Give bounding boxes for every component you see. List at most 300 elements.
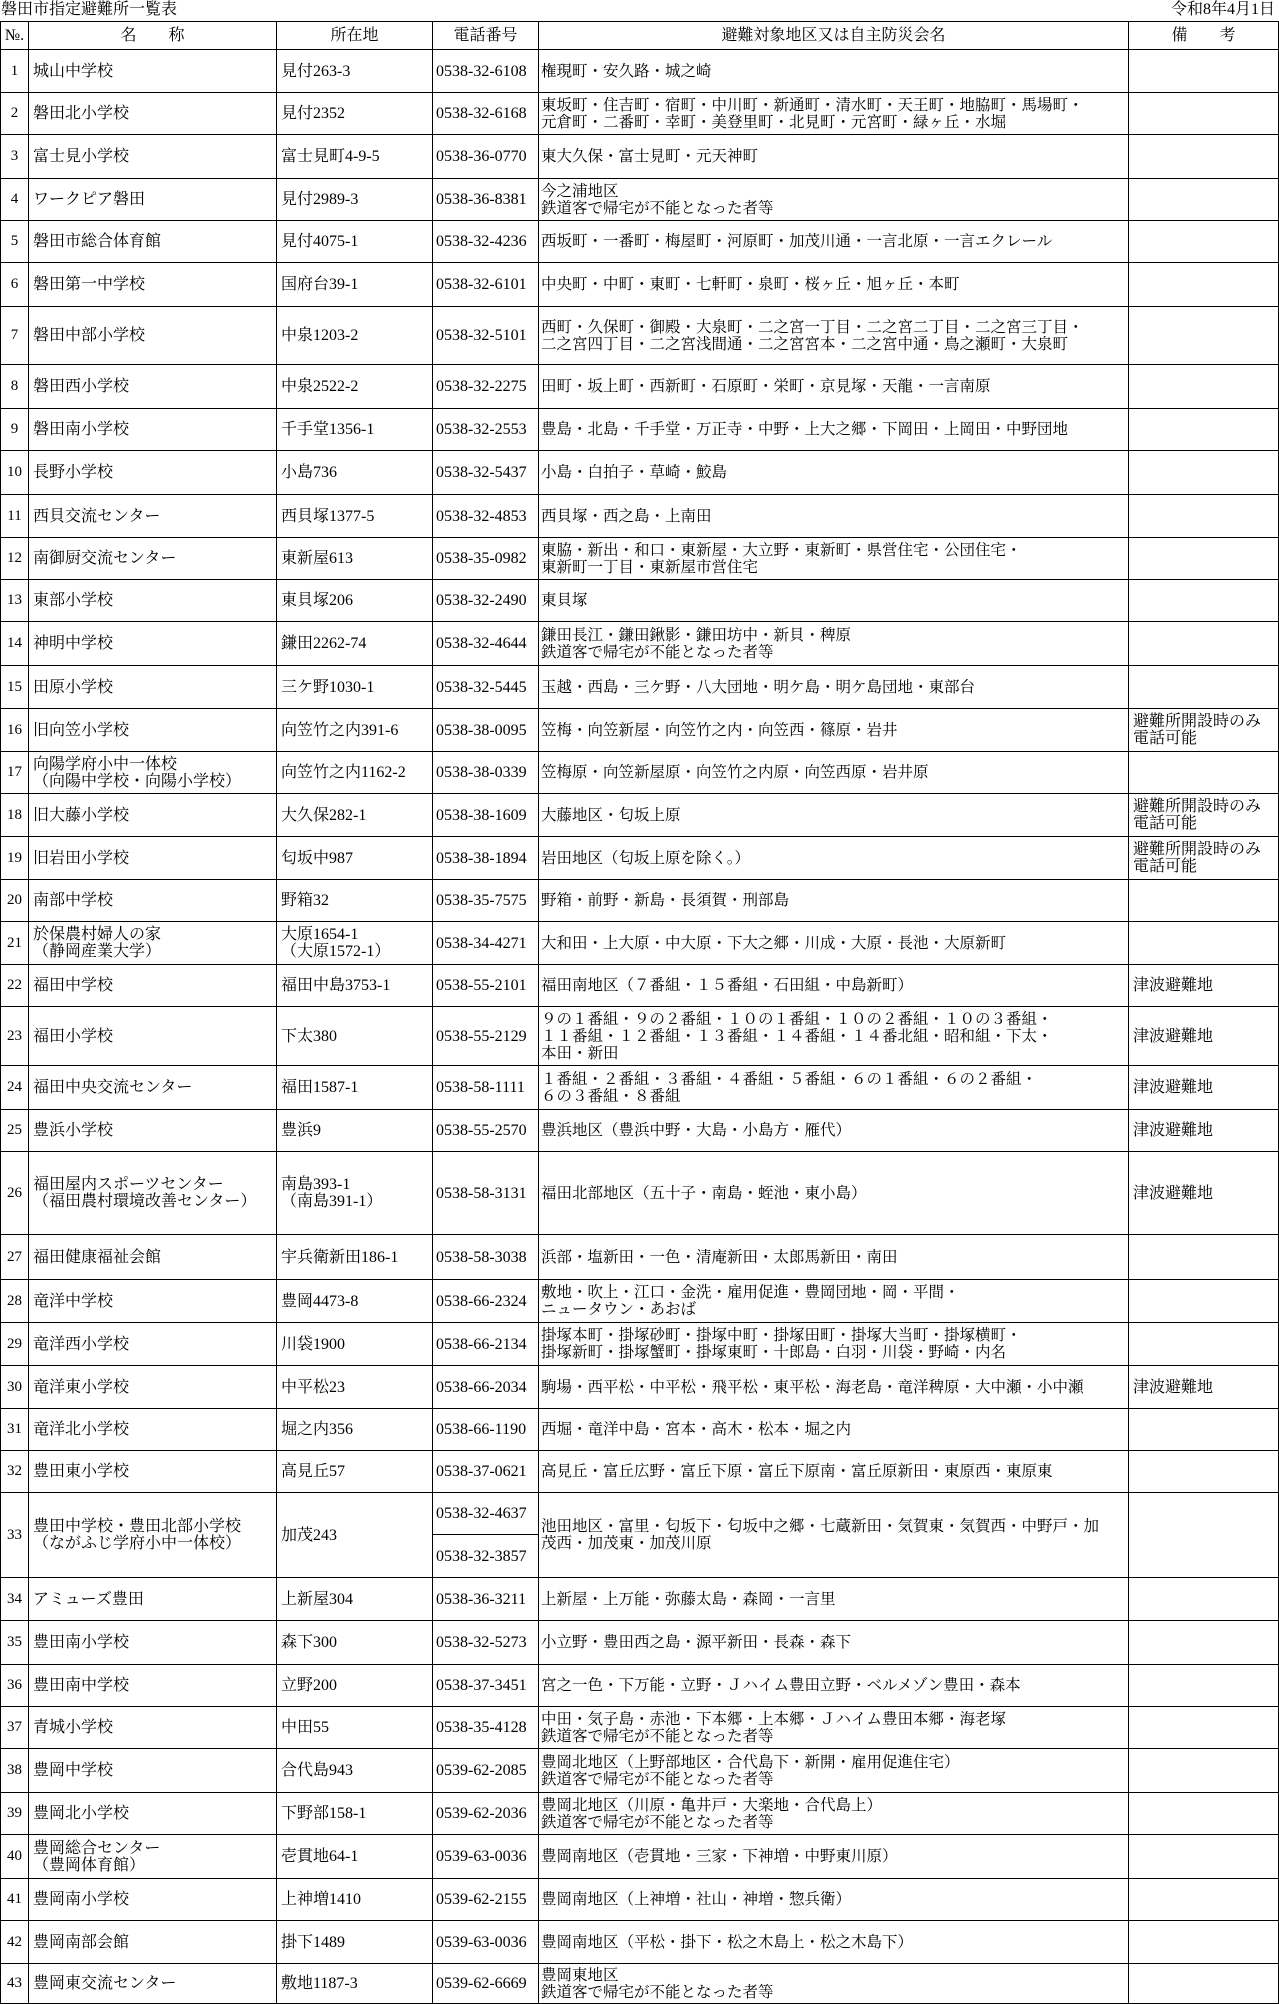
shelter-name: 磐田第一中学校 bbox=[29, 263, 277, 307]
shelter-phone: 0538-32-5273 bbox=[433, 1621, 539, 1665]
row-number: 4 bbox=[1, 179, 29, 221]
shelter-phone: 0538-55-2101 bbox=[433, 965, 539, 1007]
shelter-area: 野箱・前野・新島・長須賀・刑部島 bbox=[539, 880, 1129, 922]
shelter-note bbox=[1129, 1451, 1279, 1493]
shelter-address: 三ケ野1030-1 bbox=[277, 666, 433, 709]
shelter-note bbox=[1129, 622, 1279, 666]
shelter-address: 上新屋304 bbox=[277, 1578, 433, 1621]
shelter-address: 森下300 bbox=[277, 1621, 433, 1665]
table-row bbox=[1, 1707, 1279, 1749]
shelter-table-body bbox=[1, 50, 1279, 2004]
shelter-phone: 0539-62-6669 bbox=[433, 1964, 539, 2004]
shelter-note bbox=[1129, 1578, 1279, 1621]
shelter-address: 加茂243 bbox=[277, 1493, 433, 1578]
shelter-phone: 0538-35-0982 bbox=[433, 538, 539, 580]
row-number: 16 bbox=[1, 709, 29, 752]
row-number: 10 bbox=[1, 451, 29, 495]
shelter-address: 向笠竹之内391-6 bbox=[277, 709, 433, 752]
table-row bbox=[1, 965, 1279, 1007]
shelter-name: 磐田市総合体育館 bbox=[29, 221, 277, 263]
shelter-address: 見付4075-1 bbox=[277, 221, 433, 263]
shelter-area: 岩田地区（匂坂上原を除く。） bbox=[539, 837, 1129, 880]
shelter-note bbox=[1129, 409, 1279, 451]
shelter-address: 立野200 bbox=[277, 1665, 433, 1707]
table-row bbox=[1, 922, 1279, 965]
table-row bbox=[1, 1007, 1279, 1066]
shelter-area: 東大久保・富士見町・元天神町 bbox=[539, 135, 1129, 179]
shelter-address: 中田55 bbox=[277, 1707, 433, 1749]
shelter-name: 豊岡中学校 bbox=[29, 1749, 277, 1793]
shelter-name: 南御厨交流センター bbox=[29, 538, 277, 580]
shelter-note: 津波避難地 bbox=[1129, 1066, 1279, 1110]
shelter-address: 堀之内356 bbox=[277, 1409, 433, 1451]
shelter-area: 豊岡南地区（上神増・社山・神増・惣兵衛） bbox=[539, 1879, 1129, 1921]
shelter-note: 津波避難地 bbox=[1129, 1007, 1279, 1066]
document-date: 令和8年4月1日 bbox=[1170, 1, 1275, 18]
shelter-name: 豊岡南部会館 bbox=[29, 1921, 277, 1964]
shelter-area: 小島・白拍子・草崎・鮫島 bbox=[539, 451, 1129, 495]
shelter-name: 福田中学校 bbox=[29, 965, 277, 1007]
shelter-phone: 0538-36-3211 bbox=[433, 1578, 539, 1621]
table-row bbox=[1, 93, 1279, 135]
table-row bbox=[1, 495, 1279, 538]
shelter-address: 高見丘57 bbox=[277, 1451, 433, 1493]
table-row bbox=[1, 135, 1279, 179]
shelter-address: 宇兵衛新田186-1 bbox=[277, 1235, 433, 1280]
shelter-area: 東貝塚 bbox=[539, 580, 1129, 622]
row-number: 39 bbox=[1, 1793, 29, 1835]
table-row bbox=[1, 1793, 1279, 1835]
shelter-area: 笠梅・向笠新屋・向笠竹之内・向笠西・篠原・岩井 bbox=[539, 709, 1129, 752]
row-number: 42 bbox=[1, 1921, 29, 1964]
shelter-phone: 0539-62-2036 bbox=[433, 1793, 539, 1835]
shelter-note bbox=[1129, 538, 1279, 580]
shelter-note bbox=[1129, 1879, 1279, 1921]
shelter-name: 磐田西小学校 bbox=[29, 365, 277, 409]
shelter-name: 福田健康福祉会館 bbox=[29, 1235, 277, 1280]
row-number: 20 bbox=[1, 880, 29, 922]
row-number: 34 bbox=[1, 1578, 29, 1621]
shelter-area: 中田・気子島・赤池・下本郷・上本郷・Ｊハイム豊田本郷・海老塚 鉄道客で帰宅が不能となった者等 bbox=[539, 1707, 1129, 1749]
table-row bbox=[1, 1409, 1279, 1451]
shelter-address: 福田1587-1 bbox=[277, 1066, 433, 1110]
shelter-address: 中泉1203-2 bbox=[277, 307, 433, 365]
shelter-area: 今之浦地区 鉄道客で帰宅が不能となった者等 bbox=[539, 179, 1129, 221]
row-number: 12 bbox=[1, 538, 29, 580]
table-row bbox=[1, 451, 1279, 495]
row-number: 9 bbox=[1, 409, 29, 451]
row-number: 22 bbox=[1, 965, 29, 1007]
shelter-address: 見付2352 bbox=[277, 93, 433, 135]
shelter-area: ９の１番組・９の２番組・１０の１番組・１０の２番組・１０の３番組・ １１番組・１２番組・１３番組・１４番組・１４番北組・昭和組・下太・ 本田・新田 bbox=[539, 1007, 1129, 1066]
shelter-note: 避難所開設時のみ 電話可能 bbox=[1129, 709, 1279, 752]
shelter-area: 池田地区・富里・匂坂下・匂坂中之郷・七蔵新田・気賀東・気賀西・中野戸・加 茂西・加茂東・加茂川原 bbox=[539, 1493, 1129, 1578]
shelter-phone: 0538-66-2134 bbox=[433, 1323, 539, 1366]
shelter-area: 豊浜地区（豊浜中野・大島・小島方・雁代） bbox=[539, 1110, 1129, 1152]
table-row bbox=[1, 1749, 1279, 1793]
shelter-name: 豊岡北小学校 bbox=[29, 1793, 277, 1835]
shelter-phone: 0538-32-5445 bbox=[433, 666, 539, 709]
shelter-phone: 0538-58-3131 bbox=[433, 1152, 539, 1235]
table-row bbox=[1, 1110, 1279, 1152]
column-header-note: 備 考 bbox=[1129, 22, 1279, 50]
table-row bbox=[1, 1451, 1279, 1493]
shelter-phone: 0538-32-5101 bbox=[433, 307, 539, 365]
shelter-phone: 0538-32-6108 bbox=[433, 50, 539, 93]
shelter-phone: 0539-63-0036 bbox=[433, 1835, 539, 1879]
row-number: 1 bbox=[1, 50, 29, 93]
row-number: 32 bbox=[1, 1451, 29, 1493]
shelter-area: 掛塚本町・掛塚砂町・掛塚中町・掛塚田町・掛塚大当町・掛塚横町・ 掛塚新町・掛塚蟹町・掛塚東町・十郎島・白羽・川袋・野崎・内名 bbox=[539, 1323, 1129, 1366]
shelter-note bbox=[1129, 1707, 1279, 1749]
shelter-address: 豊岡4473-8 bbox=[277, 1280, 433, 1323]
shelter-name: 西貝交流センター bbox=[29, 495, 277, 538]
shelter-phone: 0538-37-3451 bbox=[433, 1665, 539, 1707]
shelter-note bbox=[1129, 1621, 1279, 1665]
row-number: 28 bbox=[1, 1280, 29, 1323]
shelter-name: 旧向笠小学校 bbox=[29, 709, 277, 752]
shelter-area: 中央町・中町・東町・七軒町・泉町・桜ヶ丘・旭ヶ丘・本町 bbox=[539, 263, 1129, 307]
row-number: 18 bbox=[1, 794, 29, 837]
shelter-phone: 0538-32-2275 bbox=[433, 365, 539, 409]
shelter-phone: 0538-38-0095 bbox=[433, 709, 539, 752]
table-row bbox=[1, 307, 1279, 365]
shelter-address: 福田中島3753-1 bbox=[277, 965, 433, 1007]
shelter-area: 高見丘・富丘広野・富丘下原・富丘下原南・富丘原新田・東原西・東原東 bbox=[539, 1451, 1129, 1493]
table-row bbox=[1, 709, 1279, 752]
shelter-note bbox=[1129, 580, 1279, 622]
shelter-name: ワークピア磐田 bbox=[29, 179, 277, 221]
row-number: 3 bbox=[1, 135, 29, 179]
shelter-name: 豊田南中学校 bbox=[29, 1665, 277, 1707]
shelter-name: 旧岩田小学校 bbox=[29, 837, 277, 880]
shelter-area: 敷地・吹上・江口・金洗・雇用促進・豊岡団地・岡・平間・ ニュータウン・あおば bbox=[539, 1280, 1129, 1323]
table-row bbox=[1, 1665, 1279, 1707]
shelter-note bbox=[1129, 1235, 1279, 1280]
shelter-phone: 0538-32-2490 bbox=[433, 580, 539, 622]
shelter-table-header bbox=[1, 22, 1279, 50]
shelter-area: 権現町・安久路・城之崎 bbox=[539, 50, 1129, 93]
table-row bbox=[1, 1879, 1279, 1921]
shelter-name: 豊浜小学校 bbox=[29, 1110, 277, 1152]
shelter-area: 玉越・西島・三ケ野・八大団地・明ケ島・明ケ島団地・東部台 bbox=[539, 666, 1129, 709]
column-header-name: 名 称 bbox=[29, 22, 277, 50]
table-row bbox=[1, 880, 1279, 922]
header-row bbox=[1, 22, 1279, 50]
shelter-area: 豊岡東地区 鉄道客で帰宅が不能となった者等 bbox=[539, 1964, 1129, 2004]
row-number: 2 bbox=[1, 93, 29, 135]
table-row bbox=[1, 1964, 1279, 2004]
shelter-note bbox=[1129, 263, 1279, 307]
shelter-address: 富士見町4-9-5 bbox=[277, 135, 433, 179]
row-number: 7 bbox=[1, 307, 29, 365]
shelter-area: １番組・２番組・３番組・４番組・５番組・６の１番組・６の２番組・ ６の３番組・８番組 bbox=[539, 1066, 1129, 1110]
table-row bbox=[1, 221, 1279, 263]
shelter-address: 壱貫地64-1 bbox=[277, 1835, 433, 1879]
shelter-address: 南島393-1 （南島391-1） bbox=[277, 1152, 433, 1235]
row-number: 8 bbox=[1, 365, 29, 409]
shelter-name: 田原小学校 bbox=[29, 666, 277, 709]
shelter-address: 合代島943 bbox=[277, 1749, 433, 1793]
table-row bbox=[1, 538, 1279, 580]
shelter-address: 野箱32 bbox=[277, 880, 433, 922]
shelter-table bbox=[0, 21, 1279, 2004]
row-number: 41 bbox=[1, 1879, 29, 1921]
shelter-note bbox=[1129, 135, 1279, 179]
shelter-note bbox=[1129, 307, 1279, 365]
shelter-note: 津波避難地 bbox=[1129, 965, 1279, 1007]
row-number: 38 bbox=[1, 1749, 29, 1793]
row-number: 17 bbox=[1, 752, 29, 794]
row-number: 5 bbox=[1, 221, 29, 263]
shelter-note: 津波避難地 bbox=[1129, 1366, 1279, 1409]
shelter-phone: 0539-63-0036 bbox=[433, 1921, 539, 1964]
shelter-note bbox=[1129, 50, 1279, 93]
table-row bbox=[1, 1152, 1279, 1235]
shelter-phone: 0538-37-0621 bbox=[433, 1451, 539, 1493]
table-row bbox=[1, 580, 1279, 622]
shelter-phone: 0538-32-6101 bbox=[433, 263, 539, 307]
shelter-address: 豊浜9 bbox=[277, 1110, 433, 1152]
shelter-note bbox=[1129, 1964, 1279, 2004]
row-number: 21 bbox=[1, 922, 29, 965]
shelter-phone: 0538-34-4271 bbox=[433, 922, 539, 965]
shelter-note bbox=[1129, 179, 1279, 221]
column-header-no: №. bbox=[1, 22, 29, 50]
shelter-address: 小島736 bbox=[277, 451, 433, 495]
column-header-address: 所在地 bbox=[277, 22, 433, 50]
table-row bbox=[1, 179, 1279, 221]
shelter-phone: 0538-58-3038 bbox=[433, 1235, 539, 1280]
shelter-phone: 0538-32-5437 bbox=[433, 451, 539, 495]
shelter-name: 旧大藤小学校 bbox=[29, 794, 277, 837]
shelter-phone: 0538-32-4236 bbox=[433, 221, 539, 263]
shelter-address: 敷地1187-3 bbox=[277, 1964, 433, 2004]
shelter-note: 避難所開設時のみ 電話可能 bbox=[1129, 837, 1279, 880]
table-row bbox=[1, 837, 1279, 880]
table-row bbox=[1, 1280, 1279, 1323]
table-row bbox=[1, 365, 1279, 409]
shelter-area: 浜部・塩新田・一色・清庵新田・太郎馬新田・南田 bbox=[539, 1235, 1129, 1280]
row-number: 23 bbox=[1, 1007, 29, 1066]
row-number: 26 bbox=[1, 1152, 29, 1235]
shelter-name: 向陽学府小中一体校 （向陽中学校・向陽小学校） bbox=[29, 752, 277, 794]
shelter-address: 上神増1410 bbox=[277, 1879, 433, 1921]
shelter-address: 東新屋613 bbox=[277, 538, 433, 580]
shelter-area: 東脇・新出・和口・東新屋・大立野・東新町・県営住宅・公団住宅・ 東新町一丁目・東新屋市営住宅 bbox=[539, 538, 1129, 580]
shelter-area: 大藤地区・匂坂上原 bbox=[539, 794, 1129, 837]
document-title: 磐田市指定避難所一覧表 bbox=[1, 1, 178, 18]
row-number: 14 bbox=[1, 622, 29, 666]
shelter-note: 津波避難地 bbox=[1129, 1152, 1279, 1235]
shelter-note bbox=[1129, 752, 1279, 794]
table-row bbox=[1, 622, 1279, 666]
shelter-note bbox=[1129, 1323, 1279, 1366]
shelter-name: 福田屋内スポーツセンター （福田農村環境改善センター） bbox=[29, 1152, 277, 1235]
shelter-phone: 0538-35-7575 bbox=[433, 880, 539, 922]
shelter-address: 東貝塚206 bbox=[277, 580, 433, 622]
shelter-name: 磐田中部小学校 bbox=[29, 307, 277, 365]
shelter-name: 神明中学校 bbox=[29, 622, 277, 666]
shelter-area: 大和田・上大原・中大原・下大之郷・川成・大原・長池・大原新町 bbox=[539, 922, 1129, 965]
shelter-phone: 0538-58-1111 bbox=[433, 1066, 539, 1110]
table-row bbox=[1, 794, 1279, 837]
shelter-area: 福田南地区（７番組・１５番組・石田組・中島新町） bbox=[539, 965, 1129, 1007]
shelter-address: 川袋1900 bbox=[277, 1323, 433, 1366]
shelter-phone: 0538-66-1190 bbox=[433, 1409, 539, 1451]
shelter-note bbox=[1129, 1793, 1279, 1835]
shelter-note bbox=[1129, 93, 1279, 135]
shelter-name: 豊田東小学校 bbox=[29, 1451, 277, 1493]
shelter-address: 国府台39-1 bbox=[277, 263, 433, 307]
row-number: 27 bbox=[1, 1235, 29, 1280]
shelter-name: 豊岡南小学校 bbox=[29, 1879, 277, 1921]
shelter-address: 鎌田2262-74 bbox=[277, 622, 433, 666]
shelter-area: 西町・久保町・御殿・大泉町・二之宮一丁目・二之宮二丁目・二之宮三丁目・ 二之宮四丁目・二之宮浅間通・二之宮宮本・二之宮中通・鳥之瀬町・大泉町 bbox=[539, 307, 1129, 365]
table-row bbox=[1, 1323, 1279, 1366]
table-row bbox=[1, 50, 1279, 93]
row-number: 37 bbox=[1, 1707, 29, 1749]
row-number: 35 bbox=[1, 1621, 29, 1665]
row-number: 24 bbox=[1, 1066, 29, 1110]
shelter-area: 豊岡南地区（壱貫地・三家・下神増・中野東川原） bbox=[539, 1835, 1129, 1879]
shelter-phone-line: 0538-32-4637 bbox=[433, 1493, 538, 1535]
shelter-phone: 0538-32-6168 bbox=[433, 93, 539, 135]
shelter-address: 向笠竹之内1162-2 bbox=[277, 752, 433, 794]
shelter-note bbox=[1129, 1493, 1279, 1578]
shelter-area: 福田北部地区（五十子・南島・蛭池・東小島） bbox=[539, 1152, 1129, 1235]
shelter-name: 青城小学校 bbox=[29, 1707, 277, 1749]
shelter-note: 避難所開設時のみ 電話可能 bbox=[1129, 794, 1279, 837]
shelter-address: 下太380 bbox=[277, 1007, 433, 1066]
shelter-name: アミューズ豊田 bbox=[29, 1578, 277, 1621]
shelter-phone: 0538-38-1894 bbox=[433, 837, 539, 880]
shelter-name: 豊田中学校・豊田北部小学校 （ながふじ学府小中一体校） bbox=[29, 1493, 277, 1578]
shelter-note bbox=[1129, 922, 1279, 965]
shelter-note bbox=[1129, 1835, 1279, 1879]
shelter-note bbox=[1129, 1280, 1279, 1323]
shelter-note: 津波避難地 bbox=[1129, 1110, 1279, 1152]
shelter-name: 城山中学校 bbox=[29, 50, 277, 93]
shelter-area: 東坂町・住吉町・宿町・中川町・新通町・清水町・天王町・地脇町・馬場町・ 元倉町・二番町・幸町・美登里町・北見町・元宮町・緑ヶ丘・水堀 bbox=[539, 93, 1129, 135]
shelter-area: 上新屋・上万能・弥藤太島・森岡・一言里 bbox=[539, 1578, 1129, 1621]
row-number: 6 bbox=[1, 263, 29, 307]
shelter-area: 田町・坂上町・西新町・石原町・栄町・京見塚・天龍・一言南原 bbox=[539, 365, 1129, 409]
row-number: 43 bbox=[1, 1964, 29, 2004]
shelter-note bbox=[1129, 1409, 1279, 1451]
shelter-phone: 0538-66-2034 bbox=[433, 1366, 539, 1409]
shelter-note bbox=[1129, 1921, 1279, 1964]
shelter-phone: 0538-32-2553 bbox=[433, 409, 539, 451]
table-row bbox=[1, 1921, 1279, 1964]
shelter-phone-line: 0538-32-3857 bbox=[436, 1547, 527, 1565]
table-row bbox=[1, 1235, 1279, 1280]
shelter-name: 豊岡総合センター （豊岡体育館） bbox=[29, 1835, 277, 1879]
row-number: 25 bbox=[1, 1110, 29, 1152]
row-number: 36 bbox=[1, 1665, 29, 1707]
table-row bbox=[1, 1578, 1279, 1621]
shelter-note bbox=[1129, 365, 1279, 409]
row-number: 19 bbox=[1, 837, 29, 880]
table-row bbox=[1, 1066, 1279, 1110]
shelter-phone: 0538-36-8381 bbox=[433, 179, 539, 221]
shelter-phone: 0539-62-2155 bbox=[433, 1879, 539, 1921]
shelter-note bbox=[1129, 495, 1279, 538]
shelter-name: 東部小学校 bbox=[29, 580, 277, 622]
shelter-area: 豊島・北島・千手堂・万正寺・中野・上大之郷・下岡田・上岡田・中野団地 bbox=[539, 409, 1129, 451]
shelter-phone: 0538-55-2129 bbox=[433, 1007, 539, 1066]
table-row bbox=[1, 1366, 1279, 1409]
table-row bbox=[1, 752, 1279, 794]
shelter-address: 大久保282-1 bbox=[277, 794, 433, 837]
shelter-address: 西貝塚1377-5 bbox=[277, 495, 433, 538]
shelter-address: 大原1654-1 （大原1572-1） bbox=[277, 922, 433, 965]
shelter-address: 中平松23 bbox=[277, 1366, 433, 1409]
shelter-area: 西堀・竜洋中島・宮本・高木・松本・堀之内 bbox=[539, 1409, 1129, 1451]
table-row bbox=[1, 409, 1279, 451]
shelter-address: 見付2989-3 bbox=[277, 179, 433, 221]
shelter-name: 福田中央交流センター bbox=[29, 1066, 277, 1110]
shelter-area: 西坂町・一番町・梅屋町・河原町・加茂川通・一言北原・一言エクレール bbox=[539, 221, 1129, 263]
shelter-name: 豊岡東交流センター bbox=[29, 1964, 277, 2004]
shelter-area: 豊岡南地区（平松・掛下・松之木島上・松之木島下） bbox=[539, 1921, 1129, 1964]
shelter-phone: 0538-35-4128 bbox=[433, 1707, 539, 1749]
shelter-name: 富士見小学校 bbox=[29, 135, 277, 179]
shelter-area: 小立野・豊田西之島・源平新田・長森・森下 bbox=[539, 1621, 1129, 1665]
shelter-phone bbox=[433, 1493, 539, 1578]
shelter-name: 竜洋北小学校 bbox=[29, 1409, 277, 1451]
shelter-address: 掛下1489 bbox=[277, 1921, 433, 1964]
shelter-area: 豊岡北地区（川原・亀井戸・大楽地・合代島上） 鉄道客で帰宅が不能となった者等 bbox=[539, 1793, 1129, 1835]
shelter-note bbox=[1129, 451, 1279, 495]
shelter-note bbox=[1129, 666, 1279, 709]
shelter-note bbox=[1129, 880, 1279, 922]
table-row bbox=[1, 666, 1279, 709]
row-number: 31 bbox=[1, 1409, 29, 1451]
table-row bbox=[1, 1493, 1279, 1578]
shelter-name: 於保農村婦人の家 （静岡産業大学） bbox=[29, 922, 277, 965]
shelter-phone: 0538-38-1609 bbox=[433, 794, 539, 837]
table-row bbox=[1, 1621, 1279, 1665]
shelter-name: 竜洋東小学校 bbox=[29, 1366, 277, 1409]
shelter-note bbox=[1129, 1749, 1279, 1793]
row-number: 29 bbox=[1, 1323, 29, 1366]
shelter-phone: 0538-66-2324 bbox=[433, 1280, 539, 1323]
row-number: 33 bbox=[1, 1493, 29, 1578]
column-header-area: 避難対象地区又は自主防災会名 bbox=[539, 22, 1129, 50]
shelter-area: 笠梅原・向笠新屋原・向笠竹之内原・向笠西原・岩井原 bbox=[539, 752, 1129, 794]
row-number: 13 bbox=[1, 580, 29, 622]
shelter-address: 下野部158-1 bbox=[277, 1793, 433, 1835]
shelter-name: 福田小学校 bbox=[29, 1007, 277, 1066]
shelter-address: 匂坂中987 bbox=[277, 837, 433, 880]
shelter-phone: 0538-38-0339 bbox=[433, 752, 539, 794]
row-number: 40 bbox=[1, 1835, 29, 1879]
table-row bbox=[1, 263, 1279, 307]
shelter-phone: 0539-62-2085 bbox=[433, 1749, 539, 1793]
column-header-phone: 電話番号 bbox=[433, 22, 539, 50]
shelter-area: 駒場・西平松・中平松・飛平松・東平松・海老島・竜洋稗原・大中瀬・小中瀬 bbox=[539, 1366, 1129, 1409]
shelter-area: 宮之一色・下万能・立野・Ｊハイム豊田立野・ベルメゾン豊田・森本 bbox=[539, 1665, 1129, 1707]
row-number: 15 bbox=[1, 666, 29, 709]
shelter-name: 竜洋西小学校 bbox=[29, 1323, 277, 1366]
shelter-name: 竜洋中学校 bbox=[29, 1280, 277, 1323]
shelter-phone: 0538-36-0770 bbox=[433, 135, 539, 179]
shelter-name: 長野小学校 bbox=[29, 451, 277, 495]
row-number: 30 bbox=[1, 1366, 29, 1409]
table-row bbox=[1, 1835, 1279, 1879]
shelter-name: 南部中学校 bbox=[29, 880, 277, 922]
